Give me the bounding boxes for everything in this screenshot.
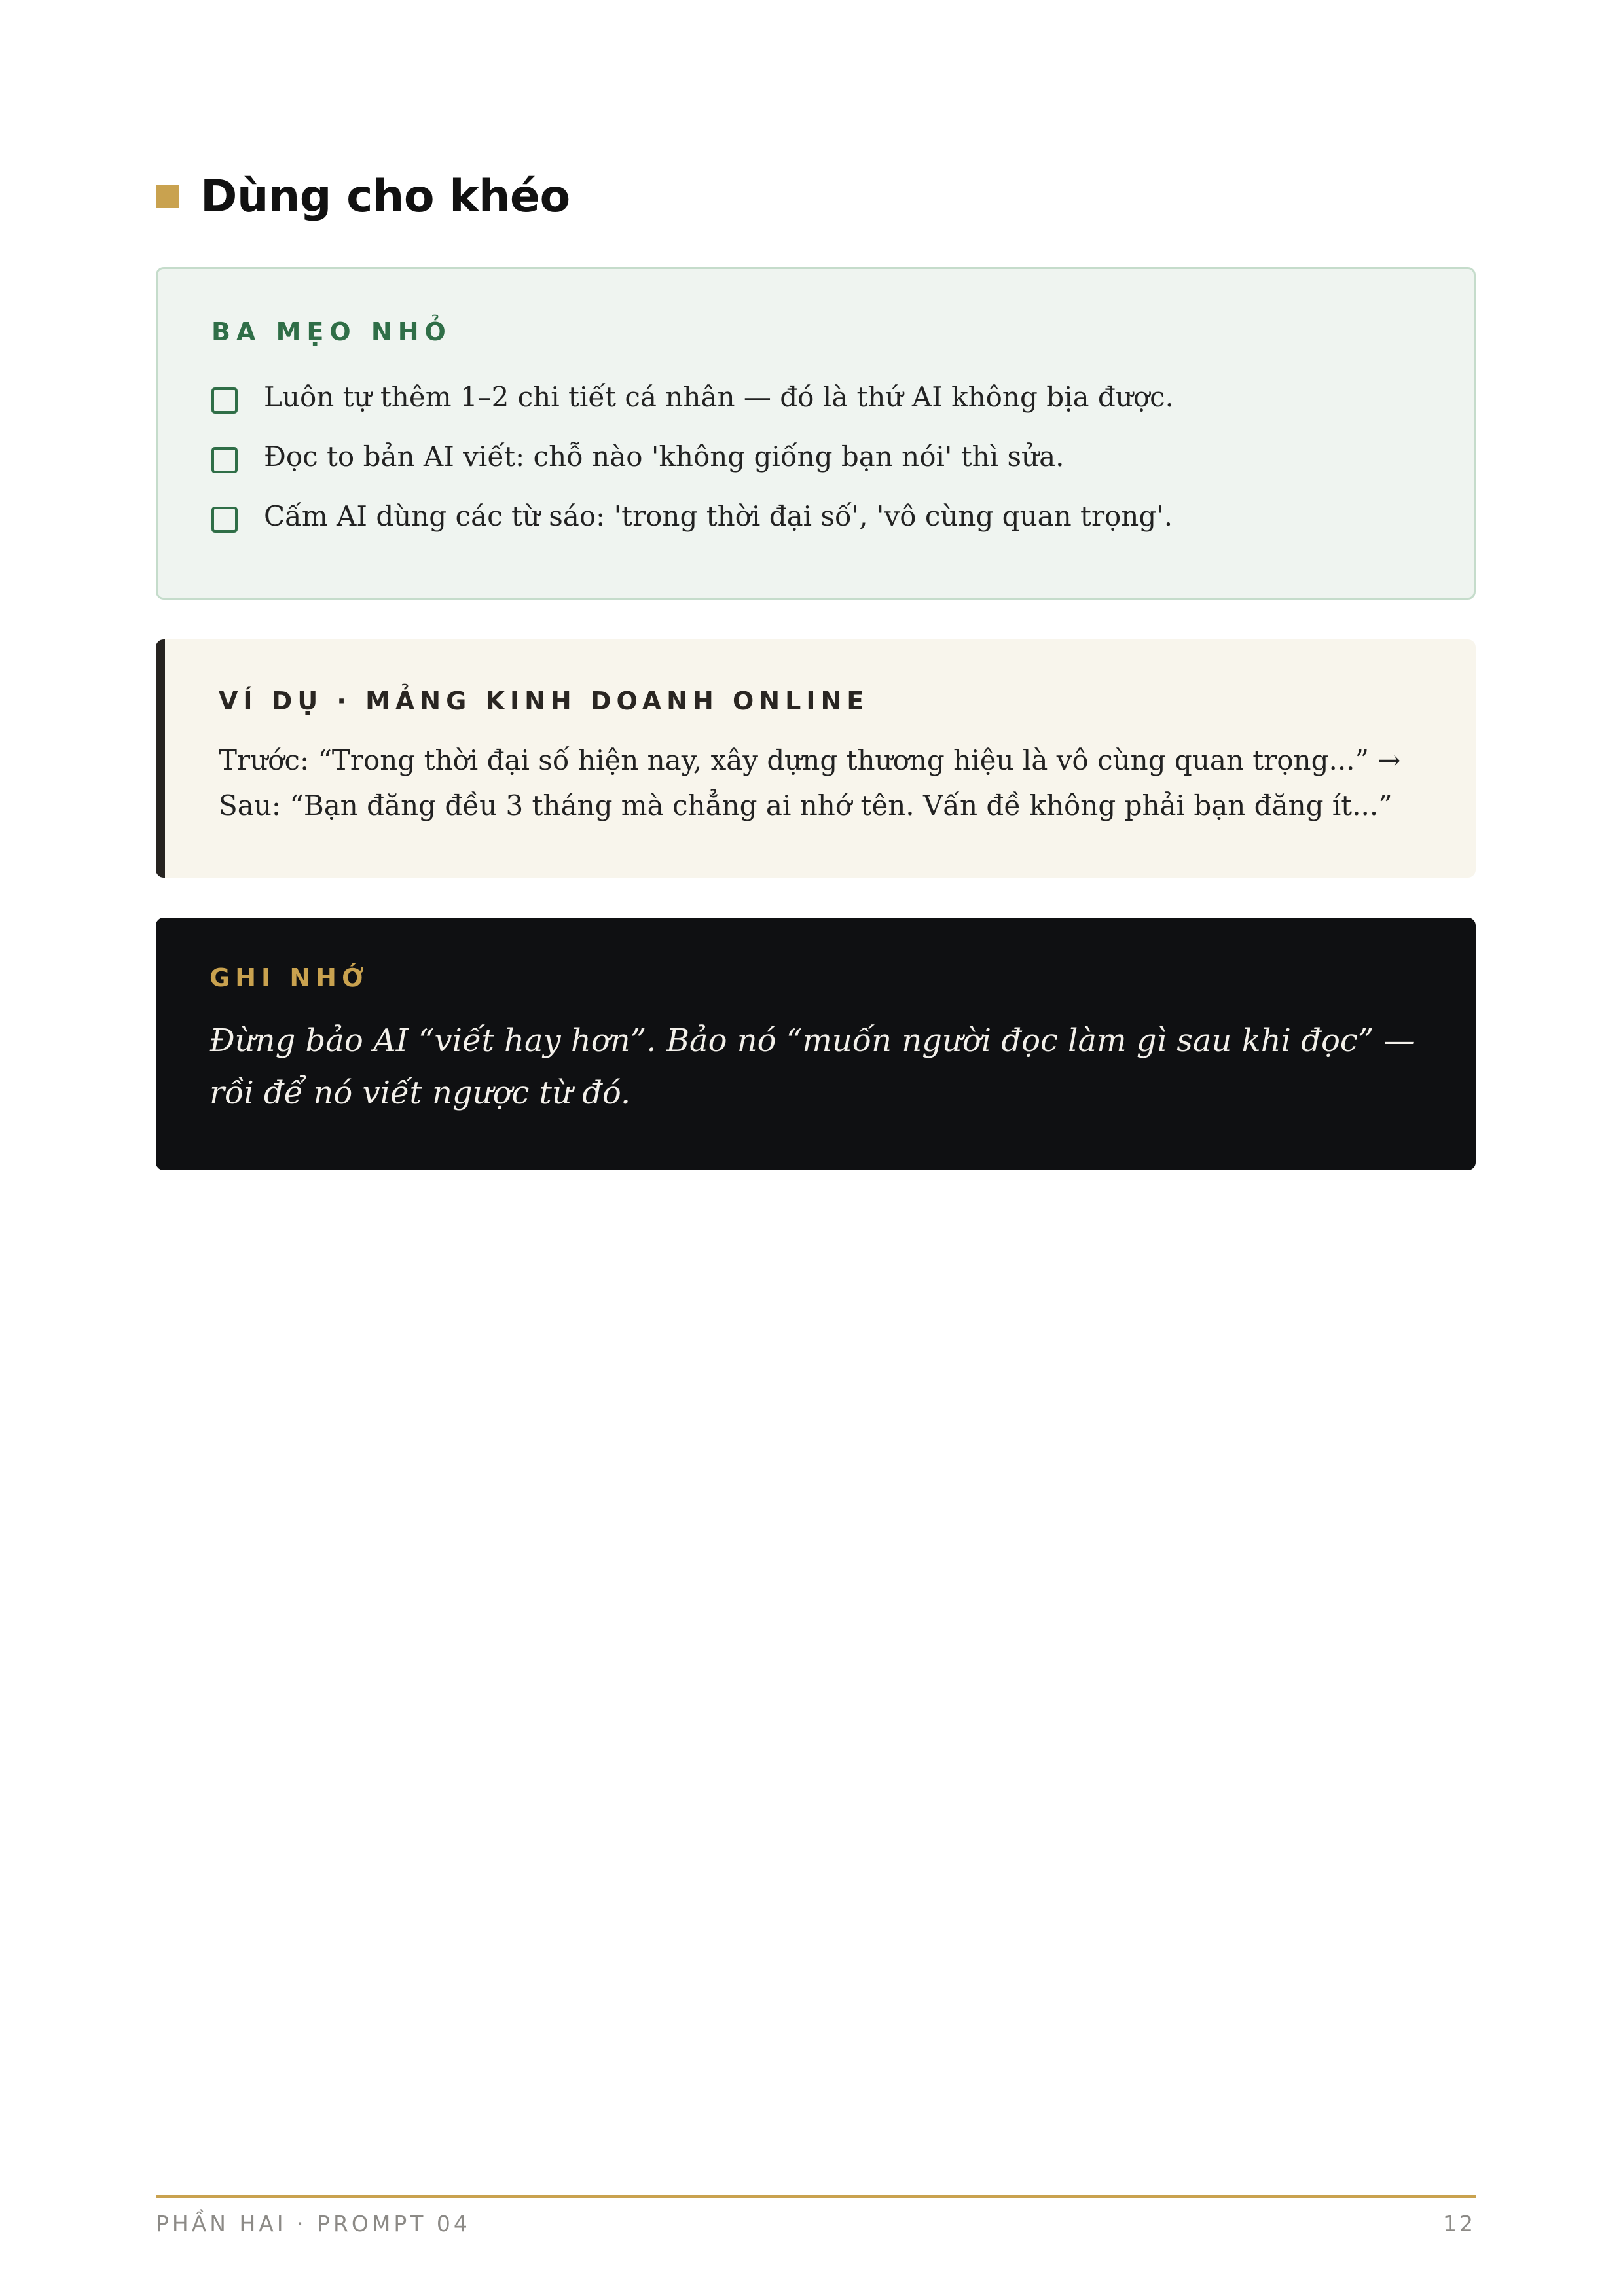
remember-callout [156,918,1476,1170]
page-number: 12 [1443,2211,1476,2236]
tips-list [211,367,1174,546]
tip-text: Cấm AI dùng các từ sáo: 'trong thời đại số', 'vô cùng quan trọng'. [264,500,1173,532]
example-text: Trước: “Trong thời đại số hiện nay, xây dựng thương hiệu là vô cùng quan trọng...” → Sau: “Bạn đăng đều 3 tháng mà chẳng ai nhớ tên. Vấn đề không phải bạn đăng ít...” [219,744,1401,821]
tips-label: BA MẸO NHỎ [211,317,452,346]
remember-text: Đừng bảo AI “viết hay hơn”. Bảo nó “muốn người đọc làm gì sau khi đọc” — rồi để nó viết ngược từ đó. [210,1022,1415,1111]
heading-square-icon [156,185,179,208]
remember-label: GHI NHỚ [210,963,369,992]
checkbox-icon[interactable] [211,507,238,533]
tip-item [211,367,1174,427]
section-heading [156,164,570,229]
footer-section-label: PHẦN HAI · PROMPT 04 [156,2211,471,2236]
tip-text: Luôn tự thêm 1–2 chi tiết cá nhân — đó là thứ AI không bịa được. [264,381,1175,413]
footer-divider [156,2195,1476,2198]
tip-item [211,427,1174,486]
checkbox-icon[interactable] [211,387,238,414]
checkbox-icon[interactable] [211,447,238,473]
section-title: Dùng cho khéo [200,170,570,223]
example-label: VÍ DỤ · MẢNG KINH DOANH ONLINE [219,687,869,715]
tip-text: Đọc to bản AI viết: chỗ nào 'không giống bạn nói' thì sửa. [264,440,1065,473]
tips-callout [156,267,1476,600]
example-callout [156,639,1476,878]
tip-item [211,486,1174,546]
